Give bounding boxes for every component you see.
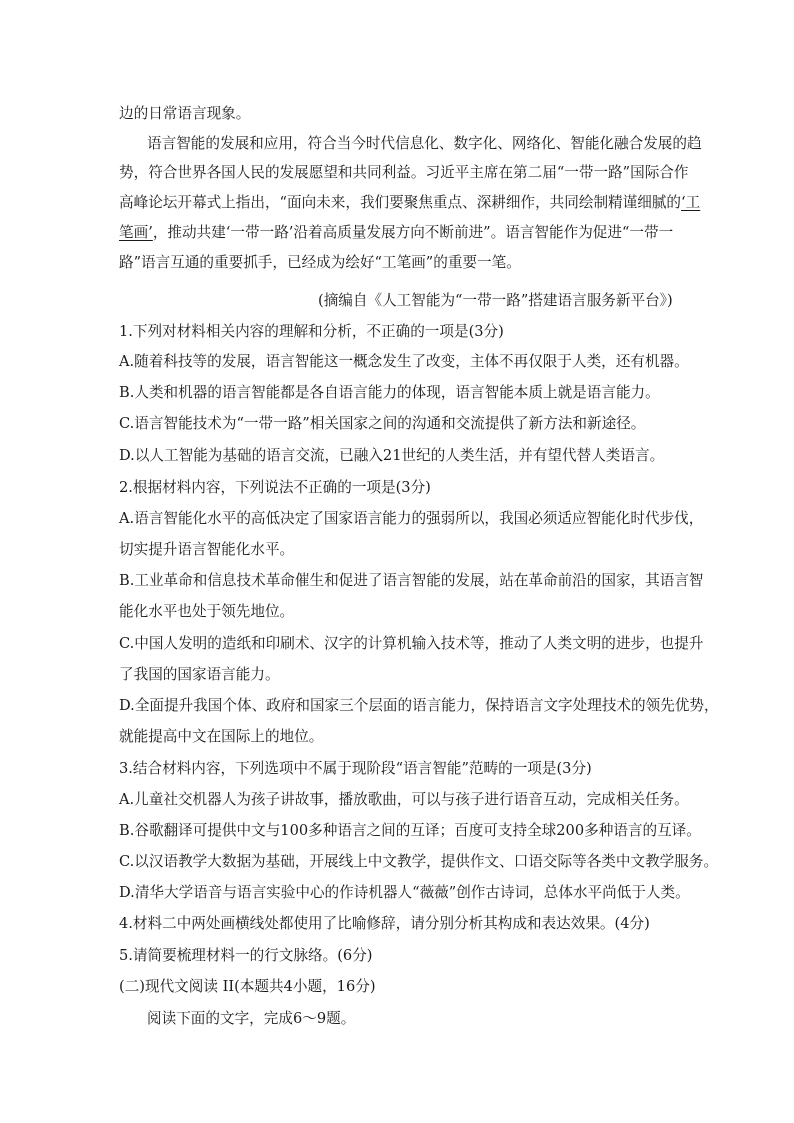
passage-text: 高峰论坛开幕式上指出，“面向未来，我们要聚焦重点、深耕细作，共同绘制精谨细腻的 [119,194,682,211]
option-c: C.以汉语教学大数据为基础，开展线上中文教学，提供作文、口语交际等各类中文教学服务。 [119,853,719,870]
option-a-cont: 切实提升语言智能化水平。 [119,541,295,558]
option-b-cont: 能化水平也处于领先地位。 [119,603,295,620]
option-c: C.中国人发明的造纸和印刷术、汉字的计算机输入技术等，推动了人类文明的进步，也提升 [119,635,704,652]
question-1: 1.下列对材料相关内容的理解和分析，不正确的一项是(3分) [119,323,504,340]
passage-line: 势，符合世界各国人民的发展愿望和共同利益。习近平主席在第二届“一带一路”国际合作 [119,164,689,181]
option-c: C.语言智能技术为“一带一路”相关国家之间的沟通和交流提供了新方法和新途径。 [119,415,646,432]
passage-line: 路”语言互通的重要抓手，已经成为绘好“工笔画”的重要一笔。 [119,254,521,271]
underlined-metaphor: 笔画’ [119,224,153,241]
passage-line [119,223,673,243]
option-a: A.语言智能化水平的高低决定了国家语言能力的强弱所以，我国必须适应智能化时代步伐， [119,510,704,527]
option-d: D.全面提升我国个体、政府和国家三个层面的语言能力，保持语言文字处理技术的领先优势， [119,697,719,714]
option-a: A.随着科技等的发展，语言智能这一概念发生了改变，主体不再仅限于人类，还有机器。 [119,353,689,370]
passage-line: 语言智能的发展和应用，符合当今时代信息化、数字化、网络化、智能化融合发展的趋 [147,135,702,152]
option-b: B.人类和机器的语言智能都是各自语言能力的体现，语言智能本质上就是语言能力。 [119,384,660,401]
option-b: B.工业革命和信息技术革命催生和促进了语言智能的发展，站在革命前沿的国家，其语言智 [119,572,704,589]
question-3: 3.结合材料内容，下列选项中不属于现阶段“语言智能”范畴的一项是(3分) [119,760,592,777]
passage-line [119,193,700,213]
option-c-cont: 了我国的国家语言能力。 [119,666,280,683]
option-d: D.清华大学语音与语言实验中心的作诗机器人“薇薇”创作古诗词，总体水平尚低于人类。 [119,884,690,901]
section-heading: (二)现代文阅读 II(本题共4小题，16分) [119,978,376,995]
underlined-metaphor: ‘工 [681,194,701,211]
passage-line: 边的日常语言现象。 [119,105,251,122]
section-instruction: 阅读下面的文字，完成6～9题。 [147,1010,356,1027]
option-b: B.谷歌翻译可提供中文与100多种语言之间的互译；百度可支持全球200多种语言的互译。 [119,822,701,839]
source-citation: (摘编自《人工智能为“一带一路”搭建语言服务新平台》) [318,292,673,309]
option-d-cont: 就能提高中文在国际上的地位。 [119,728,324,745]
question-2: 2.根据材料内容，下列说法不正确的一项是(3分) [119,479,431,496]
option-a: A.儿童社交机器人为孩子讲故事，播放歌曲，可以与孩子进行语音互动，完成相关任务。 [119,791,689,808]
question-4: 4.材料二中两处画横线处都使用了比喻修辞，请分别分析其构成和表达效果。(4分) [119,915,650,932]
question-5: 5.请简要梳理材料一的行文脉络。(6分) [119,947,373,964]
option-d: D.以人工智能为基础的语言交流，已融入21世纪的人类生活，并有望代替人类语言。 [119,447,665,464]
passage-text: ，推动共建‘一带一路’沿着高质量发展方向不断前进”。语言智能作为促进“一带一 [152,224,674,241]
